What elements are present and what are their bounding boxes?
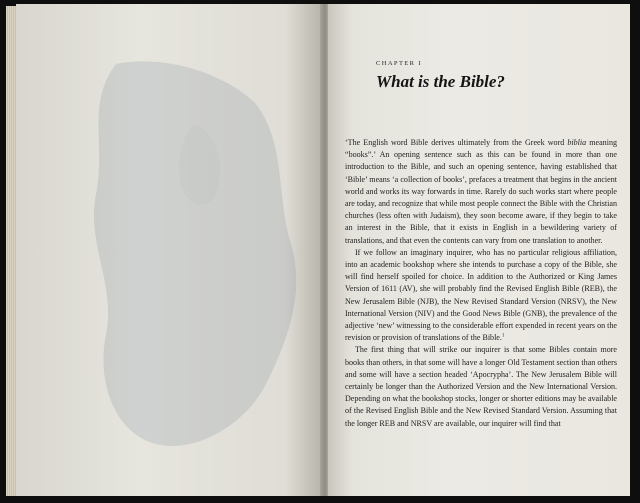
paragraph-3-text: The first thing that will strike our inquirer is that some Bibles contain more books than others, in that some will have a longer Old Testament section than others and some will have a section headed ‘Apocrypha’. The New Jerusalem Bible will certainly be longer than the Authorized Version and the New International Version. Depending on what the bookshop stocks, longer or shorter editions may be available of the Revised English Bible and the New Revised Standard Version. Assuming that the longer REB and NRSV are available, our inquirer will find that	[345, 345, 617, 428]
paragraph-1-start: ‘The English word Bible derives ultimately from the Greek word	[345, 138, 568, 147]
chapter-title: What is the Bible?	[376, 72, 505, 91]
footnote-marker: 1	[501, 333, 505, 339]
paragraph-1-italic: biblia	[567, 138, 587, 147]
paragraph-3	[345, 344, 617, 429]
left-page	[16, 4, 322, 496]
paragraph-1	[345, 137, 617, 247]
body-text	[345, 137, 617, 430]
right-page	[328, 4, 630, 496]
chapter-label: CHAPTER I	[376, 60, 423, 67]
bleed-through-map	[76, 44, 316, 464]
paragraph-2	[345, 247, 617, 345]
paragraph-2-text: If we follow an imaginary inquirer, who has no particular religious affiliation, into an academic bookshop where she intends to purchase a copy of the Bible, she will find herself spoiled for choice. In addition to the Authorized or King James Version of 1611 (AV), she will probably find the Revised English Bible (REB), the New Jerusalem Bible (NJB), the New Revised Standard Version (NRSV), the New International Version (NIV) and the Good News Bible (GNB), the prevalence of the adjective ‘new’ witnessing to the considerable effort expended in recent years on the revision or provision of translations of the Bible.	[345, 247, 617, 343]
paragraph-1-rest: meaning “books”.’ An opening sentence such as this can be found in more than one introduction to the Bible, and such an opening sentence, having established that ‘Bible’ means ‘a collection of books’, prefaces a treatment that begins in the ancient world and works its way forwards in time. Rarely do such works start where people are today, and recognize that while most people connect the Bible with the Christian churches (less often with Judaism), they soon become aware, if they begin to take an interest in the Bible, that it exists in English in a bewildering variety of translations, and that even the contents can vary from one translation to another.	[345, 138, 617, 245]
